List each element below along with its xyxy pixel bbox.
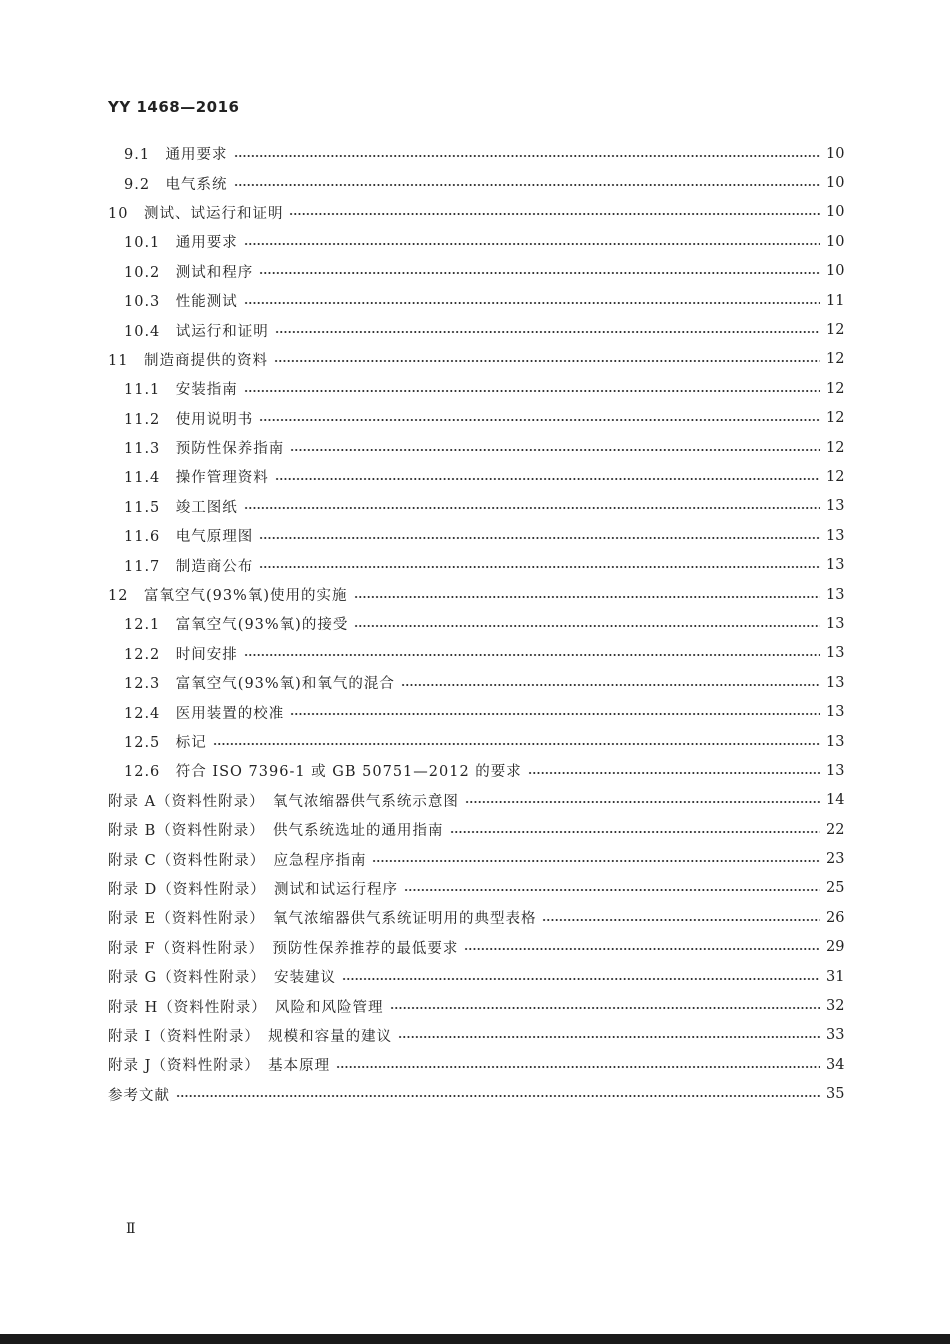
toc-entry[interactable] <box>108 492 844 521</box>
toc-entry-title: 附录 A（资料性附录） 氧气浓缩器供气系统示意图 <box>108 793 459 810</box>
toc-entry[interactable] <box>108 933 844 962</box>
toc-entry[interactable] <box>108 198 844 227</box>
toc-entry-title: 10 测试、试运行和证明 <box>108 205 284 222</box>
toc-entry-page: 13 <box>826 557 845 574</box>
toc-dot-leader <box>289 213 820 215</box>
toc-entry[interactable] <box>108 903 844 932</box>
toc-entry[interactable] <box>108 1021 844 1050</box>
toc-entry-page: 35 <box>826 1086 845 1103</box>
toc-entry-title: 参考文献 <box>108 1087 170 1104</box>
toc-entry-title: 附录 C（资料性附录） 应急程序指南 <box>108 852 367 869</box>
toc-entry-title: 12.1 富氧空气(93%氧)的接受 <box>124 617 349 634</box>
toc-entry-title: 10.3 性能测试 <box>124 294 238 311</box>
table-of-contents <box>108 139 844 1109</box>
toc-entry-page: 13 <box>826 762 845 779</box>
toc-entry-page: 12 <box>826 322 845 339</box>
toc-dot-leader <box>404 889 820 891</box>
toc-dot-leader <box>390 1007 820 1009</box>
toc-entry-title: 附录 I（资料性附录） 规模和容量的建议 <box>108 1028 393 1045</box>
toc-entry[interactable] <box>108 227 844 256</box>
toc-dot-leader <box>528 772 820 774</box>
toc-entry[interactable] <box>108 580 844 609</box>
toc-dot-leader <box>234 155 820 157</box>
toc-entry[interactable] <box>108 315 844 344</box>
toc-entry-title: 附录 E（资料性附录） 氧气浓缩器供气系统证明用的典型表格 <box>108 911 537 928</box>
toc-dot-leader <box>244 243 820 245</box>
toc-entry-title: 11.7 制造商公布 <box>124 558 254 575</box>
toc-entry-title: 12.4 医用装置的校准 <box>124 705 285 722</box>
toc-entry-page: 13 <box>826 586 845 603</box>
toc-entry-page: 23 <box>826 851 845 868</box>
toc-entry-page: 10 <box>826 233 845 250</box>
toc-entry[interactable] <box>108 727 844 756</box>
toc-entry-title: 9.2 电气系统 <box>124 176 228 193</box>
toc-entry-page: 12 <box>826 410 845 427</box>
toc-entry-title: 附录 H（资料性附录） 风险和风险管理 <box>108 999 384 1016</box>
toc-entry[interactable] <box>108 697 844 726</box>
toc-entry-title: 附录 J（资料性附录） 基本原理 <box>108 1058 331 1075</box>
toc-entry-page: 14 <box>826 792 845 809</box>
toc-entry[interactable] <box>108 668 844 697</box>
toc-entry-page: 22 <box>826 821 845 838</box>
toc-entry-title: 12 富氧空气(93%氧)使用的实施 <box>108 588 348 605</box>
toc-entry[interactable] <box>108 286 844 315</box>
toc-entry[interactable] <box>108 609 844 638</box>
toc-entry[interactable] <box>108 1050 844 1079</box>
toc-entry-title: 10.4 试运行和证明 <box>124 323 269 340</box>
toc-entry-title: 12.6 符合 ISO 7396-1 或 GB 50751—2012 的要求 <box>124 764 522 781</box>
toc-entry-page: 10 <box>826 263 845 280</box>
toc-entry-title: 11.4 操作管理资料 <box>124 470 269 487</box>
toc-dot-leader <box>354 625 820 627</box>
toc-entry-title: 11.3 预防性保养指南 <box>124 441 285 458</box>
toc-dot-leader <box>275 331 820 333</box>
toc-entry[interactable] <box>108 521 844 550</box>
toc-dot-leader <box>372 860 820 862</box>
toc-dot-leader <box>244 390 820 392</box>
toc-dot-leader <box>259 272 820 274</box>
toc-entry[interactable] <box>108 374 844 403</box>
toc-entry-title: 11.5 竣工图纸 <box>124 499 238 516</box>
toc-dot-leader <box>259 419 820 421</box>
toc-dot-leader <box>542 919 820 921</box>
toc-entry[interactable] <box>108 433 844 462</box>
toc-entry-title: 10.1 通用要求 <box>124 235 238 252</box>
page-number: Ⅱ <box>126 1221 136 1237</box>
toc-dot-leader <box>244 654 820 656</box>
toc-dot-leader <box>244 507 820 509</box>
toc-entry-page: 10 <box>826 145 845 162</box>
toc-entry-title: 附录 B（资料性附录） 供气系统选址的通用指南 <box>108 823 444 840</box>
toc-entry[interactable] <box>108 786 844 815</box>
toc-entry-page: 29 <box>826 939 845 956</box>
toc-entry-page: 34 <box>826 1056 845 1073</box>
toc-entry-title: 12.3 富氧空气(93%氧)和氧气的混合 <box>124 676 395 693</box>
toc-entry-page: 11 <box>826 292 845 309</box>
toc-dot-leader <box>275 478 820 480</box>
toc-dot-leader <box>342 978 820 980</box>
toc-entry-page: 12 <box>826 380 845 397</box>
toc-dot-leader <box>398 1036 820 1038</box>
toc-entry-page: 31 <box>826 968 845 985</box>
toc-entry-title: 附录 F（资料性附录） 预防性保养推荐的最低要求 <box>108 940 459 957</box>
toc-entry-page: 13 <box>826 615 845 632</box>
toc-dot-leader <box>290 713 820 715</box>
toc-entry-page: 33 <box>826 1027 845 1044</box>
toc-entry-page: 32 <box>826 998 845 1015</box>
bottom-edge-bar <box>0 1334 950 1344</box>
toc-entry-title: 11.2 使用说明书 <box>124 411 254 428</box>
toc-entry-title: 11.6 电气原理图 <box>124 529 254 546</box>
toc-dot-leader <box>244 302 820 304</box>
toc-entry-title: 12.5 标记 <box>124 735 207 751</box>
toc-entry[interactable] <box>108 257 844 286</box>
toc-dot-leader <box>234 184 820 186</box>
toc-entry-title: 9.1 通用要求 <box>124 147 228 164</box>
toc-entry[interactable] <box>108 874 844 903</box>
toc-entry-title: 11 制造商提供的资料 <box>108 352 268 369</box>
toc-entry[interactable] <box>108 404 844 433</box>
toc-dot-leader <box>354 596 821 598</box>
toc-dot-leader <box>176 1095 820 1097</box>
toc-entry[interactable] <box>108 756 844 785</box>
document-id-header: YY 1468—2016 <box>108 98 240 116</box>
toc-entry-page: 26 <box>826 909 845 926</box>
toc-dot-leader <box>213 743 820 745</box>
toc-dot-leader <box>259 537 820 539</box>
toc-entry[interactable] <box>108 168 844 197</box>
toc-dot-leader <box>336 1066 820 1068</box>
toc-entry-page: 10 <box>826 175 845 192</box>
toc-dot-leader <box>465 801 820 803</box>
toc-entry-page: 12 <box>826 351 845 368</box>
toc-entry-page: 13 <box>826 645 845 662</box>
toc-entry[interactable] <box>108 844 844 873</box>
toc-entry-page: 10 <box>826 204 845 221</box>
toc-entry[interactable] <box>108 550 844 579</box>
toc-entry[interactable] <box>108 962 844 991</box>
toc-entry-page: 13 <box>826 704 845 721</box>
toc-entry-page: 13 <box>826 733 845 750</box>
toc-dot-leader <box>450 831 820 833</box>
toc-entry-page: 13 <box>826 498 845 515</box>
toc-entry-page: 25 <box>826 880 845 897</box>
toc-entry-title: 10.2 测试和程序 <box>124 264 254 281</box>
toc-dot-leader <box>274 360 820 362</box>
toc-dot-leader <box>290 449 820 451</box>
toc-entry[interactable] <box>108 991 844 1020</box>
toc-entry[interactable] <box>108 462 844 491</box>
toc-entry-title: 附录 D（资料性附录） 测试和试运行程序 <box>108 881 398 898</box>
toc-entry[interactable] <box>108 815 844 844</box>
toc-entry-title: 12.2 时间安排 <box>124 646 238 663</box>
toc-entry-title: 11.1 安装指南 <box>124 382 238 399</box>
toc-dot-leader <box>401 684 820 686</box>
toc-entry[interactable] <box>108 1080 844 1109</box>
toc-entry-page: 12 <box>826 468 845 485</box>
toc-dot-leader <box>259 566 820 568</box>
toc-entry[interactable] <box>108 139 844 168</box>
toc-entry[interactable] <box>108 639 844 668</box>
toc-entry-page: 12 <box>826 439 845 456</box>
toc-entry-title: 附录 G（资料性附录） 安装建议 <box>108 970 336 987</box>
toc-entry-page: 13 <box>826 527 845 544</box>
toc-dot-leader <box>464 948 820 950</box>
toc-entry[interactable] <box>108 345 844 374</box>
toc-entry-page: 13 <box>826 674 845 691</box>
